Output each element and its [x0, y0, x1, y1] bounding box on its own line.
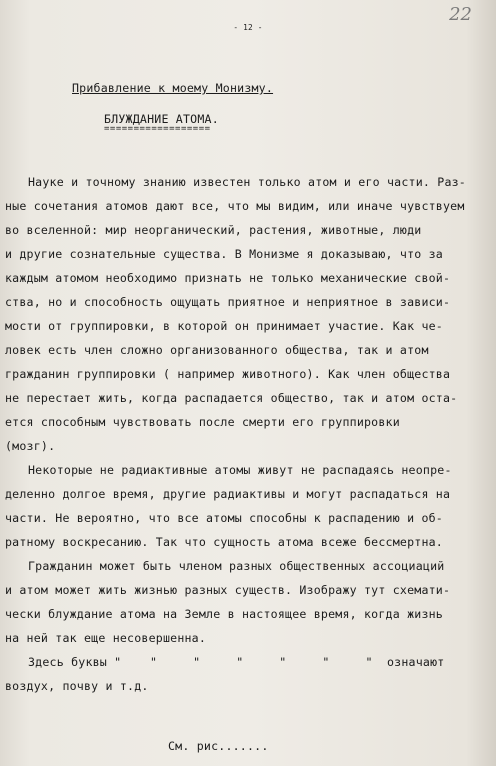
- text-line: и другие сознательные существа. В Монизме я доказываю, что за: [5, 247, 443, 261]
- document-title: Прибавление к моему Монизму.: [72, 81, 274, 95]
- text-line: воздух, почву и т.д.: [5, 679, 149, 693]
- text-line: не перестает жить, когда распадается общество, так и атом оста-: [5, 391, 458, 405]
- archive-page-stamp: 22: [449, 4, 472, 25]
- text-line: во вселенной: мир неорганический, растения, животные, люди: [5, 223, 422, 237]
- text-line: ратному воскресанию. Так что сущность атома всеже бессмертна.: [5, 535, 443, 549]
- text-line: каждым атомом необходимо признать не только механические свой-: [5, 271, 451, 285]
- text-line: мости от группировки, в которой он принимает участие. Как че-: [5, 319, 443, 333]
- text-line: Здесь буквы " " " " " " " означают: [28, 655, 445, 669]
- text-line: гражданин группировки ( например животного). Как член общества: [5, 367, 451, 381]
- figure-reference: См. рис.......: [168, 739, 269, 753]
- text-line: чески блуждание атома на Земле в настоящее время, когда жизнь: [5, 607, 443, 621]
- section-subtitle: БЛУЖДАНИЕ АТОМА.: [104, 112, 219, 126]
- text-line: на ней так еще несовершенна.: [5, 631, 207, 645]
- text-line: ства, но и способность ощущать приятное и неприятное в зависи-: [5, 295, 451, 309]
- text-line: Некоторые не радиактивные атомы живут не распадаясь неопре-: [28, 463, 452, 477]
- text-line: Гражданин может быть членом разных общественных ассоциаций: [28, 559, 445, 573]
- text-line: деленно долгое время, другие радиактивы и могут распадаться на: [5, 487, 451, 501]
- text-line: и атом может жить жизнью разных существ. Изображу тут схемати-: [5, 583, 451, 597]
- text-line: части. Не вероятно, что все атомы способны к распадению и об-: [5, 511, 443, 525]
- text-line: (мозг).: [5, 439, 56, 453]
- subtitle-underline: ==================: [104, 124, 211, 134]
- text-line: Науке и точному знанию известен только атом и его части. Раз-: [28, 175, 466, 189]
- text-line: ется способным чувствовать после смерти его группировки: [5, 415, 400, 429]
- text-line: ловек есть член сложно организованного общества, так и атом: [5, 343, 429, 357]
- page-number: - 12 -: [233, 23, 263, 32]
- text-line: ные сочетания атомов дают все, что мы видим, или иначе чувствуем: [5, 199, 465, 213]
